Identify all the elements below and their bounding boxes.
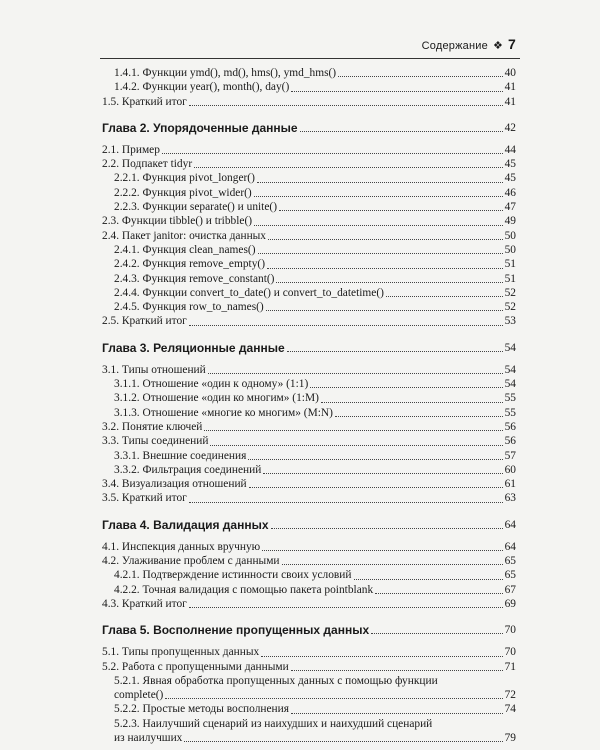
toc-entry[interactable] (102, 143, 516, 157)
toc-entry-title: 2.4. Пакет janitor: очистка данных (102, 229, 267, 242)
ornament-icon: ❖ (492, 40, 503, 52)
toc-page-number: 40 (504, 67, 516, 79)
toc-page-number: 52 (504, 301, 516, 314)
dot-leader (266, 310, 503, 311)
toc-page-number: 64 (504, 518, 516, 531)
dot-leader (276, 282, 502, 283)
dot-leader (282, 564, 503, 565)
toc-page-number: 57 (504, 449, 516, 462)
dot-leader (291, 670, 503, 671)
toc-entry-title: 1.4.1. Функции ymd(), md(), hms(), ymd_hms() (114, 67, 337, 79)
toc-entry-title: 5.2.3. Наилучший сценарий из наихудших и наихудший сценарий (114, 717, 433, 730)
toc-page-number: 71 (504, 660, 516, 673)
toc-entry[interactable] (102, 272, 516, 286)
toc-entry-line[interactable] (102, 674, 516, 688)
toc-entry[interactable] (102, 257, 516, 271)
toc-entry[interactable] (102, 286, 516, 300)
toc-entry[interactable] (102, 314, 516, 328)
toc-entry[interactable] (102, 434, 516, 448)
toc-page-number: 60 (504, 463, 516, 476)
toc-entry[interactable] (102, 95, 516, 109)
toc-chapter-title: Глава 3. Реляционные данные (102, 340, 285, 355)
toc-page-number: 63 (504, 492, 516, 505)
toc-entry-title: 2.2.2. Функция pivot_wider() (114, 186, 252, 199)
toc-entry-title: 2.4.4. Функции convert_to_date() и convert_to_datetime() (114, 286, 384, 299)
toc-entry-title: 4.1. Инспекция данных вручную (102, 540, 261, 553)
dot-leader (248, 459, 502, 460)
toc-page-number: 42 (504, 121, 516, 134)
toc-chapter-title: Глава 2. Упорядоченные данные (102, 120, 298, 135)
toc-page-number: 51 (504, 258, 516, 271)
toc-entry[interactable] (102, 229, 516, 243)
toc-page-number: 51 (504, 272, 516, 285)
dot-leader (291, 91, 502, 92)
toc-entry[interactable] (102, 540, 516, 554)
toc-entry-title: 2.4.5. Функция row_to_names() (114, 301, 264, 314)
toc-page-number: 44 (504, 143, 516, 156)
toc-page-number: 54 (504, 378, 516, 391)
toc-entry-title: 2.5. Краткий итог (102, 315, 187, 328)
toc-page-number: 55 (504, 406, 516, 419)
dot-leader (254, 196, 503, 197)
dot-leader (354, 579, 503, 580)
toc-page-number: 56 (504, 420, 516, 433)
toc-entry-title: 4.2.1. Подтверждение истинности своих условий (114, 569, 352, 582)
toc-entry-title: 2.4.2. Функция remove_empty() (114, 258, 265, 271)
toc-page-number: 52 (504, 286, 516, 299)
toc-page-number: 49 (504, 215, 516, 228)
toc-page-number: 54 (504, 341, 516, 354)
dot-leader (310, 387, 502, 388)
toc-entry-title: 3.1.3. Отношение «многие ко многим» (M:N) (114, 406, 333, 419)
toc-entry-title: 2.1. Пример (102, 143, 160, 156)
toc-entry[interactable] (102, 391, 516, 405)
toc-entry-title: 5.2. Работа с пропущенными данными (102, 660, 289, 673)
toc-entry[interactable] (102, 554, 516, 568)
toc-entry-title: 3.1. Типы отношений (102, 363, 206, 376)
dot-leader (271, 528, 503, 529)
toc-entry-title: 3.3.2. Фильтрация соединений (114, 463, 262, 476)
toc-entry[interactable] (102, 731, 516, 745)
toc-entry-line[interactable] (102, 717, 516, 731)
toc-entry[interactable] (102, 449, 516, 463)
dot-leader (279, 210, 503, 211)
toc-entry[interactable] (102, 688, 516, 702)
dot-leader (254, 225, 503, 226)
toc-entry[interactable] (102, 171, 516, 185)
toc-entry-title: 3.5. Краткий итог (102, 492, 187, 505)
toc-entry-title: 5.2.2. Простые методы восполнения (114, 703, 289, 716)
toc-entry-title: 3.1.1. Отношение «один к одному» (1:1) (114, 378, 309, 391)
dot-leader (204, 430, 502, 431)
toc-entry-title: 5.2.1. Явная обработка пропущенных данных с помощью функции (114, 674, 438, 687)
dot-leader (165, 698, 502, 699)
toc-page-number: 74 (504, 703, 516, 716)
toc-entry[interactable] (102, 463, 516, 477)
toc-entry-title: 3.2. Понятие ключей (102, 420, 203, 433)
toc-page-number: 65 (504, 569, 516, 582)
toc-entry-title: 3.4. Визуализация отношений (102, 478, 247, 491)
dot-leader (189, 325, 503, 326)
toc-entry-title: 4.2. Улаживание проблем с данными (102, 555, 280, 568)
toc-entry[interactable] (102, 80, 516, 94)
toc-chapter-title: Глава 5. Восполнение пропущенных данных (102, 623, 370, 638)
toc-entry[interactable] (102, 597, 516, 611)
toc-chapter[interactable] (102, 121, 516, 136)
toc-entry-title: 1.5. Краткий итог (102, 95, 187, 108)
toc-entry-title: 2.4.1. Функция clean_names() (114, 243, 256, 256)
toc-entry-title: 3.3.1. Внешние соединения (114, 449, 247, 462)
toc-chapter[interactable] (102, 518, 516, 533)
toc-entry[interactable] (102, 157, 516, 171)
toc-entry-title: 3.3. Типы соединений (102, 435, 209, 448)
dot-leader (261, 656, 502, 657)
page-number: 7 (508, 36, 516, 52)
toc-page-number: 56 (504, 435, 516, 448)
toc-page-number: 67 (504, 583, 516, 596)
dot-leader (386, 296, 503, 297)
dot-leader (162, 153, 503, 154)
dot-leader (189, 105, 503, 106)
dot-leader (321, 402, 503, 403)
dot-leader (184, 741, 502, 742)
toc-entry-title: complete() (114, 689, 164, 702)
toc-page-number: 41 (504, 81, 516, 94)
toc-page-number: 41 (504, 95, 516, 108)
toc-page-number: 55 (504, 392, 516, 405)
toc-page-number: 54 (504, 363, 516, 376)
toc-entry[interactable] (102, 363, 516, 377)
toc-entry-title: из наилучших (114, 731, 183, 744)
toc-entry[interactable] (102, 702, 516, 716)
toc-entry[interactable] (102, 377, 516, 391)
toc-page-number: 46 (504, 186, 516, 199)
toc-page-number: 65 (504, 555, 516, 568)
toc-entry[interactable] (102, 660, 516, 674)
dot-leader (189, 502, 503, 503)
dot-leader (371, 633, 502, 634)
dot-leader (257, 182, 503, 183)
toc-entry[interactable] (102, 568, 516, 582)
dot-leader (338, 76, 503, 77)
dot-leader (268, 239, 503, 240)
toc-entry[interactable] (102, 214, 516, 228)
toc-entry[interactable] (102, 477, 516, 491)
dot-leader (210, 445, 502, 446)
dot-leader (291, 713, 503, 714)
toc-entry[interactable] (102, 583, 516, 597)
toc-entry[interactable] (102, 645, 516, 659)
toc-page-number: 70 (504, 624, 516, 637)
toc-entry-title: 2.3. Функции tibble() и tribble() (102, 215, 253, 228)
toc-page-number: 79 (504, 731, 516, 744)
toc-entry-title: 4.2.2. Точная валидация с помощью пакета pointblank (114, 583, 374, 596)
dot-leader (267, 268, 503, 269)
toc-entry[interactable] (102, 491, 516, 505)
toc-entry-title: 3.1.2. Отношение «один ко многим» (1:M) (114, 392, 319, 405)
dot-leader (208, 373, 503, 374)
toc-page-number: 53 (504, 315, 516, 328)
table-of-contents (102, 66, 516, 745)
toc-page-number: 64 (504, 540, 516, 553)
dot-leader (300, 131, 503, 132)
toc-entry[interactable] (102, 66, 516, 80)
dot-leader (287, 351, 503, 352)
toc-entry-title: 4.3. Краткий итог (102, 597, 187, 610)
toc-entry-title: 1.4.2. Функции year(), month(), day() (114, 81, 290, 94)
toc-entry-title: 2.2. Подпакет tidyr (102, 158, 193, 171)
toc-entry[interactable] (102, 186, 516, 200)
toc-page-number: 69 (504, 597, 516, 610)
toc-entry-title: 2.2.1. Функция pivot_longer() (114, 172, 255, 185)
running-header (422, 36, 516, 52)
toc-page-number: 70 (504, 646, 516, 659)
toc-chapter-title: Глава 4. Валидация данных (102, 517, 269, 532)
dot-leader (258, 253, 503, 254)
header-rule (100, 58, 520, 59)
toc-page-number: 72 (504, 689, 516, 702)
toc-page-number: 50 (504, 229, 516, 242)
toc-page-number: 50 (504, 243, 516, 256)
toc-page-number: 45 (504, 172, 516, 185)
toc-page-number: 45 (504, 158, 516, 171)
toc-entry-title: 2.2.3. Функции separate() и unite() (114, 201, 277, 214)
toc-entry[interactable] (102, 420, 516, 434)
dot-leader (263, 473, 502, 474)
toc-chapter[interactable] (102, 341, 516, 356)
dot-leader (189, 607, 503, 608)
toc-entry-title: 2.4.3. Функция remove_constant() (114, 272, 275, 285)
dot-leader (194, 167, 502, 168)
toc-entry[interactable] (102, 243, 516, 257)
dot-leader (262, 550, 502, 551)
toc-page-number: 61 (504, 478, 516, 491)
dot-leader (335, 416, 503, 417)
toc-entry[interactable] (102, 300, 516, 314)
toc-entry-title: 5.1. Типы пропущенных данных (102, 646, 260, 659)
dot-leader (249, 487, 503, 488)
toc-chapter[interactable] (102, 623, 516, 638)
toc-entry[interactable] (102, 200, 516, 214)
toc-page-number: 47 (504, 201, 516, 214)
dot-leader (375, 593, 502, 594)
toc-entry[interactable] (102, 406, 516, 420)
header-title: Содержание (421, 40, 488, 52)
